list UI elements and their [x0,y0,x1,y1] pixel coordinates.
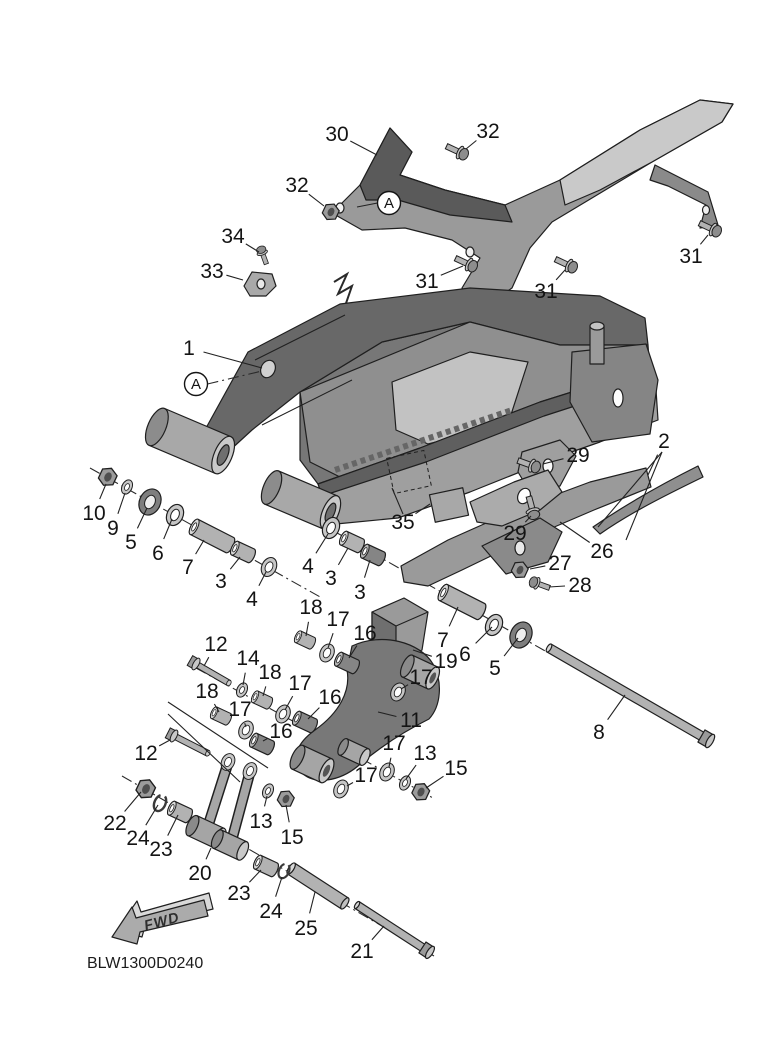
part-17-seal [317,642,337,665]
part-5-bearing [506,618,536,651]
callout-label-27: 27 [548,552,572,575]
callout-label-16: 16 [318,686,342,709]
callout-label-17: 17 [326,608,350,631]
callout-label-11: 11 [400,709,422,732]
callout-label-15: 15 [444,757,468,780]
leader-line-9 [118,493,125,514]
part-33-clamp [244,272,276,296]
callout-label-23: 23 [227,882,251,905]
part-18-collar [250,690,274,710]
part-12-bolt [165,727,213,760]
leader-line-30 [350,141,377,155]
callout-label-10: 10 [82,502,106,525]
leader-line-3 [365,560,371,578]
part-28-bolt [528,575,552,594]
callout-label-24: 24 [259,900,283,923]
callout-label-4: 4 [302,555,314,578]
callout-label-31: 31 [415,270,439,293]
leader-line-25 [310,892,315,913]
leader-line-12 [204,657,209,666]
callout-label-4: 4 [246,588,258,611]
part-13-washer [397,774,412,792]
part-7-collar [436,583,488,621]
leader-line-31 [700,235,708,244]
leader-line-10 [100,484,106,499]
callout-label-1: 1 [183,337,195,360]
part-6-ring [163,502,187,529]
callout-label-23: 23 [149,838,173,861]
callout-label-26: 26 [590,540,614,563]
part-32-screw [444,140,471,162]
part-17-seal [377,761,397,784]
part-22-nut [134,776,157,801]
leader-line-22 [125,792,141,812]
leader-line-23 [249,870,261,882]
callout-label-9: 9 [107,517,119,540]
callout-label-24: 24 [126,827,150,850]
leader-line-21 [372,926,384,940]
callout-label-5: 5 [489,657,501,680]
callout-label-29: 29 [566,444,590,467]
leader-line-7 [449,607,458,626]
part-20-connecting-links [183,751,259,862]
leader-line-32 [309,194,324,206]
leader-line-2 [648,455,658,475]
part-17-seal [331,778,351,801]
leader-line-26 [560,522,590,543]
ref-marker-label: A [190,376,202,394]
part-25-collar [285,862,350,911]
part-8-pivot-shaft [544,641,717,749]
callout-label-21: 21 [350,940,374,963]
part-18-collar [293,630,317,650]
part-9-washer [119,478,134,496]
leader-line-15 [426,776,444,788]
callout-label-15: 15 [280,826,304,849]
part-34-screw [255,245,272,266]
leader-line-20 [206,848,211,859]
part-23-bushing [252,854,280,878]
callout-label-3: 3 [215,570,227,593]
callout-label-3: 3 [325,567,337,590]
leader-line-12 [159,740,170,746]
leader-line-34 [246,244,259,252]
callout-label-31: 31 [679,245,703,268]
callout-label-8: 8 [593,721,605,744]
part-6-ring [482,612,506,639]
leader-line-28 [549,586,565,587]
callout-label-17: 17 [409,666,433,689]
part-7-collar [187,518,236,554]
callout-label-28: 28 [568,574,592,597]
leader-line-33 [226,275,243,280]
callout-label-13: 13 [249,810,273,833]
leader-line-4 [316,534,328,553]
callout-label-14: 14 [236,647,260,670]
callout-label-3: 3 [354,581,366,604]
fwd-arrow-icon [112,893,213,944]
part-24-circlip [151,793,168,813]
leader-line-24 [276,877,282,897]
callout-label-7: 7 [437,629,449,652]
callout-label-17: 17 [228,698,252,721]
callout-label-31: 31 [534,280,558,303]
part-31-bolt [553,253,580,275]
leader-line-3 [338,548,348,565]
callout-label-29: 29 [503,522,527,545]
callout-label-20: 20 [188,862,212,885]
callout-label-16: 16 [269,720,293,743]
callout-label-13: 13 [413,742,437,765]
callout-label-34: 34 [221,225,245,248]
leader-line-8 [608,695,625,720]
part-15-nut [410,781,431,804]
callout-label-17: 17 [354,764,378,787]
leader-line-13 [406,765,416,779]
callout-label-35: 35 [391,511,415,534]
callout-label-5: 5 [125,531,137,554]
callout-label-17: 17 [288,672,312,695]
part-13-washer [260,782,275,800]
callout-label-19: 19 [434,650,458,673]
callout-layer [82,120,708,963]
callout-label-6: 6 [459,643,471,666]
callout-label-32: 32 [285,174,309,197]
leader-line-15 [286,805,289,822]
part-5-bearing [135,485,165,518]
part-10-nut [97,465,119,489]
callout-label-2: 2 [658,430,670,453]
callout-label-18: 18 [195,680,219,703]
callout-label-18: 18 [258,661,282,684]
callout-label-12: 12 [204,633,228,656]
callout-label-6: 6 [152,542,164,565]
part-4-ring [258,555,279,579]
callout-label-7: 7 [182,556,194,579]
callout-label-17: 17 [382,732,406,755]
leader-line-7 [196,540,204,554]
leader-line-31 [441,266,463,275]
callout-label-33: 33 [200,260,224,283]
leader-line-23 [168,815,178,836]
diagram-code: BLW1300D0240 [87,955,204,972]
ref-marker-label: A [383,195,395,213]
fwd-label: FWD [142,909,182,935]
callout-label-25: 25 [294,917,318,940]
leader-line-24 [146,805,158,825]
leader-line-3 [230,557,240,569]
callout-label-30: 30 [325,123,349,146]
leader-line-31 [556,270,565,280]
callout-label-22: 22 [103,812,127,835]
callout-label-32: 32 [476,120,500,143]
leader-line-32 [466,141,476,150]
callout-label-18: 18 [299,596,323,619]
callout-label-12: 12 [134,742,158,765]
callout-label-16: 16 [353,622,377,645]
